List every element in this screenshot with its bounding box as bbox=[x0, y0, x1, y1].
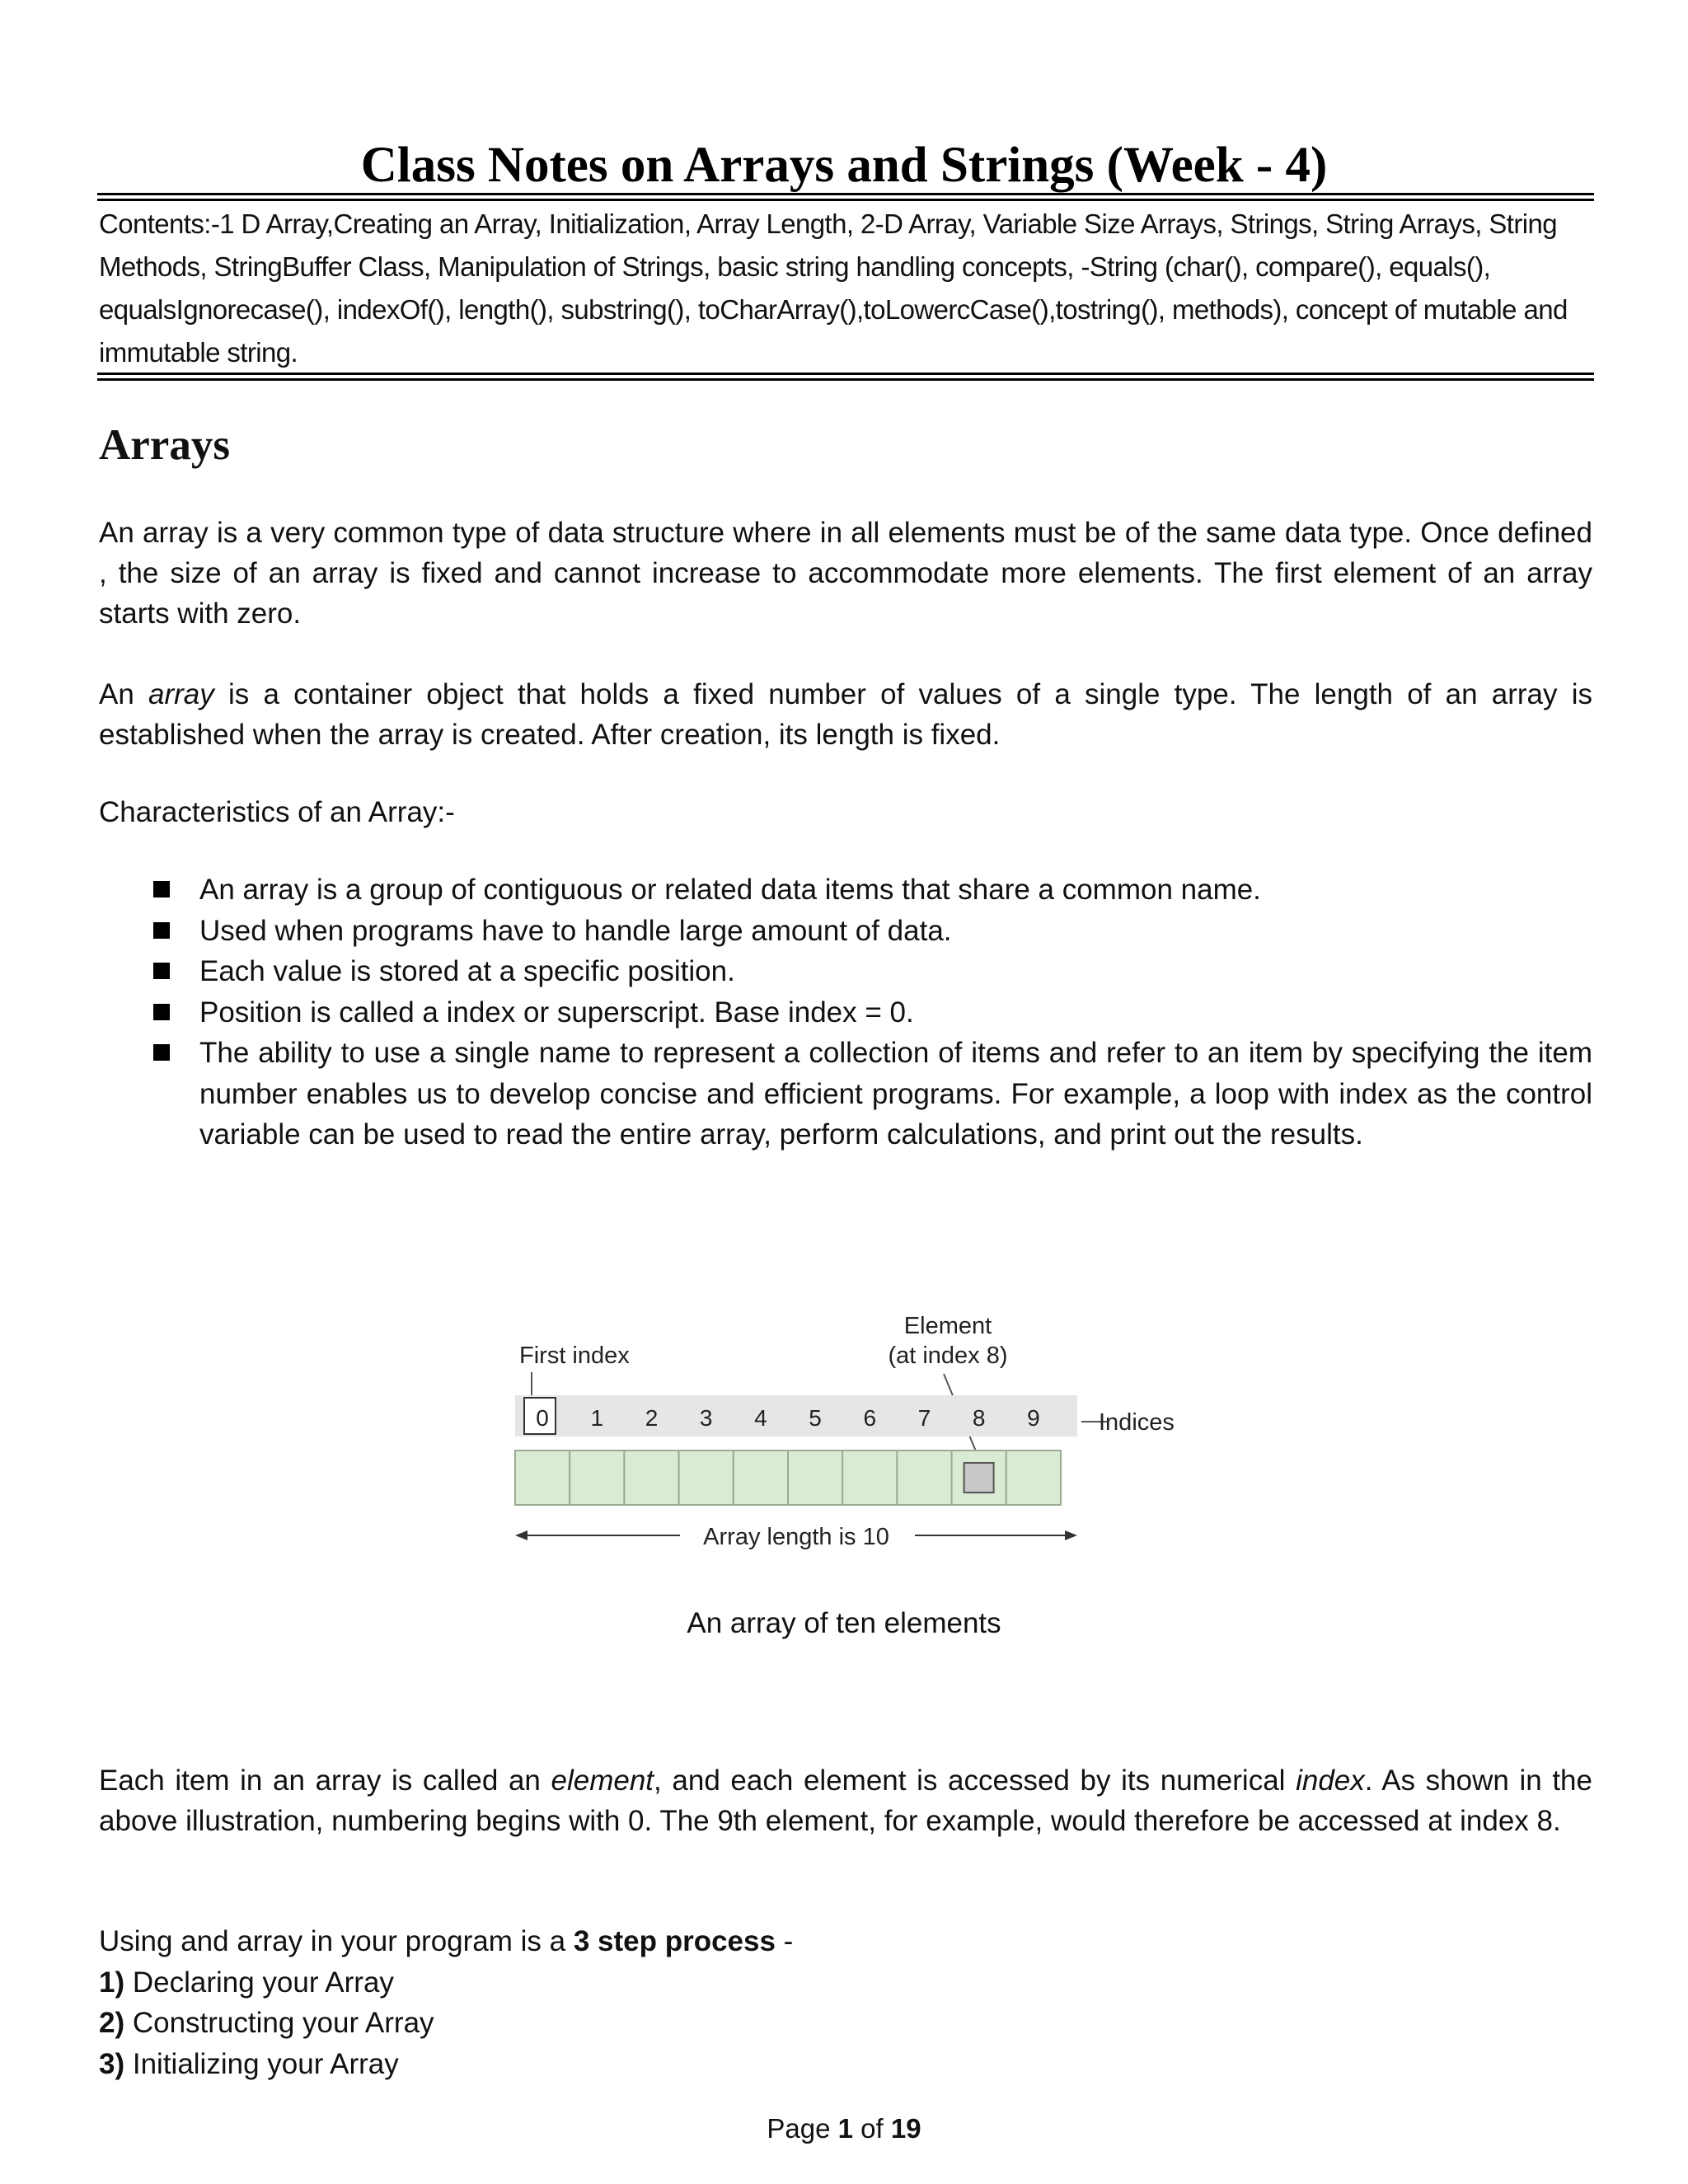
bullet-square-icon bbox=[153, 963, 170, 979]
para4-element-emphasis: element bbox=[551, 1765, 654, 1797]
characteristics-label: Characteristics of an Array:- bbox=[99, 796, 455, 828]
index-label-0: 0 bbox=[536, 1405, 549, 1431]
element-index-label: (at index 8) bbox=[888, 1343, 1008, 1369]
process-intro-pre: Using and array in your program is a bbox=[99, 1925, 574, 1957]
footer-page-word: Page bbox=[767, 2113, 838, 2144]
array-cell-5 bbox=[788, 1451, 842, 1505]
array-diagram bbox=[503, 1306, 1203, 1562]
paragraph-array-container bbox=[99, 674, 1592, 755]
para2-pre: An bbox=[99, 678, 149, 710]
bullet-square-icon bbox=[153, 922, 170, 939]
array-cell-1 bbox=[570, 1451, 624, 1505]
index-label-1: 1 bbox=[590, 1405, 604, 1431]
step-number: 1) bbox=[99, 1966, 125, 1999]
array-cell-0 bbox=[515, 1451, 570, 1505]
para4-part3: . As shown in the above illustration, numbering begins with 0. The 9th element, for example, would therefore be accessed at index 8. bbox=[99, 1765, 1592, 1837]
list-item bbox=[99, 2003, 1592, 2044]
para2-emphasis: array bbox=[148, 678, 214, 710]
contents-summary: Contents:-1 D Array,Creating an Array, Initialization, Array Length, 2-D Array, Variable Size Arrays, Strings, String Arrays, String Methods, StringBuffer Class, Manipulation of Strings, basic string handling concepts, -String (char(), compare(), equals(), equalsIgnorecase(), indexOf(), length(), substring(), toCharArray(),toLowercCase(),tostring(), methods), concept of mutable and immutable string. bbox=[99, 209, 1568, 368]
index-label-9: 9 bbox=[1027, 1405, 1040, 1431]
array-cell-3 bbox=[679, 1451, 734, 1505]
footer-total-pages: 19 bbox=[890, 2113, 921, 2144]
paragraph-array-definition: An array is a very common type of data structure where in all elements must be of the same data type. Once defined , the size of an array is fixed and cannot increase to accommodate more elements. The first element of an array starts with zero. bbox=[99, 517, 1592, 630]
characteristics-list bbox=[99, 869, 1592, 1155]
document-title: Class Notes on Arrays and Strings (Week - 4) bbox=[360, 137, 1328, 193]
array-cell-4 bbox=[734, 1451, 788, 1505]
array-cell-9 bbox=[1006, 1451, 1061, 1505]
process-steps bbox=[99, 1921, 1592, 2084]
arrowhead-left-icon bbox=[515, 1530, 528, 1540]
para4-part2: , and each element is accessed by its numerical bbox=[654, 1765, 1296, 1797]
index-label-7: 7 bbox=[917, 1405, 931, 1431]
index-label-8: 8 bbox=[972, 1405, 986, 1431]
index-label-3: 3 bbox=[699, 1405, 713, 1431]
process-intro bbox=[99, 1921, 1592, 1962]
step-number: 2) bbox=[99, 2007, 125, 2039]
array-cells bbox=[515, 1451, 1061, 1505]
index-label-5: 5 bbox=[809, 1405, 822, 1431]
list-item bbox=[99, 869, 1592, 911]
step-text: Declaring your Array bbox=[124, 1966, 394, 1999]
list-item bbox=[99, 1962, 1592, 2004]
step-text: Constructing your Array bbox=[124, 2007, 434, 2039]
step-number: 3) bbox=[99, 2047, 125, 2080]
indices-label: Indices bbox=[1099, 1409, 1175, 1436]
list-item-text: Used when programs have to handle large amount of data. bbox=[199, 914, 952, 947]
array-cell-6 bbox=[842, 1451, 897, 1505]
list-item bbox=[99, 992, 1592, 1033]
section-heading-arrays: Arrays bbox=[99, 421, 230, 469]
array-length-label: Array length is 10 bbox=[703, 1524, 889, 1550]
paragraph-element-index bbox=[99, 1760, 1592, 1841]
list-item bbox=[99, 951, 1592, 992]
footer-current-page: 1 bbox=[837, 2113, 854, 2144]
bullet-square-icon bbox=[153, 881, 170, 898]
contents-top-rule bbox=[97, 193, 1594, 201]
array-cell-2 bbox=[624, 1451, 678, 1505]
list-item bbox=[99, 2044, 1592, 2085]
list-item bbox=[99, 911, 1592, 952]
process-intro-bold: 3 step process bbox=[573, 1925, 776, 1957]
arrowhead-right-icon bbox=[1065, 1530, 1077, 1540]
bullet-square-icon bbox=[153, 1044, 170, 1061]
index-label-2: 2 bbox=[645, 1405, 659, 1431]
step-text: Initializing your Array bbox=[124, 2047, 399, 2080]
para4-part1: Each item in an array is called an bbox=[99, 1765, 551, 1797]
list-item-text: The ability to use a single name to represent a collection of items and refer to an item by specifying the item number enables us to develop concise and efficient programs. For example, a loop with index as the control variable can be used to read the entire array, perform calculations, and print out the results. bbox=[199, 1037, 1592, 1151]
list-item-text: Each value is stored at a specific position. bbox=[199, 955, 735, 987]
array-cell-7 bbox=[897, 1451, 951, 1505]
element-label: Element bbox=[903, 1313, 992, 1339]
first-index-label: First index bbox=[519, 1343, 630, 1369]
list-item-text: Position is called a index or superscript. Base index = 0. bbox=[199, 996, 914, 1029]
para2-post: is a container object that holds a fixed number of values of a single type. The length of an array is established when the array is created. After creation, its length is fixed. bbox=[99, 678, 1592, 751]
para4-index-emphasis: index bbox=[1296, 1765, 1365, 1797]
footer-of-word: of bbox=[853, 2113, 891, 2144]
index-label-6: 6 bbox=[863, 1405, 877, 1431]
figure-caption: An array of ten elements bbox=[687, 1607, 1001, 1639]
highlighted-element-box bbox=[964, 1463, 994, 1493]
bullet-square-icon bbox=[153, 1004, 170, 1020]
index-label-4: 4 bbox=[754, 1405, 767, 1431]
list-item bbox=[99, 1033, 1592, 1155]
process-intro-post: - bbox=[775, 1925, 794, 1957]
list-item-text: An array is a group of contiguous or related data items that share a common name. bbox=[199, 874, 1261, 906]
contents-bottom-rule bbox=[97, 373, 1594, 381]
page-footer bbox=[0, 2111, 1688, 2147]
